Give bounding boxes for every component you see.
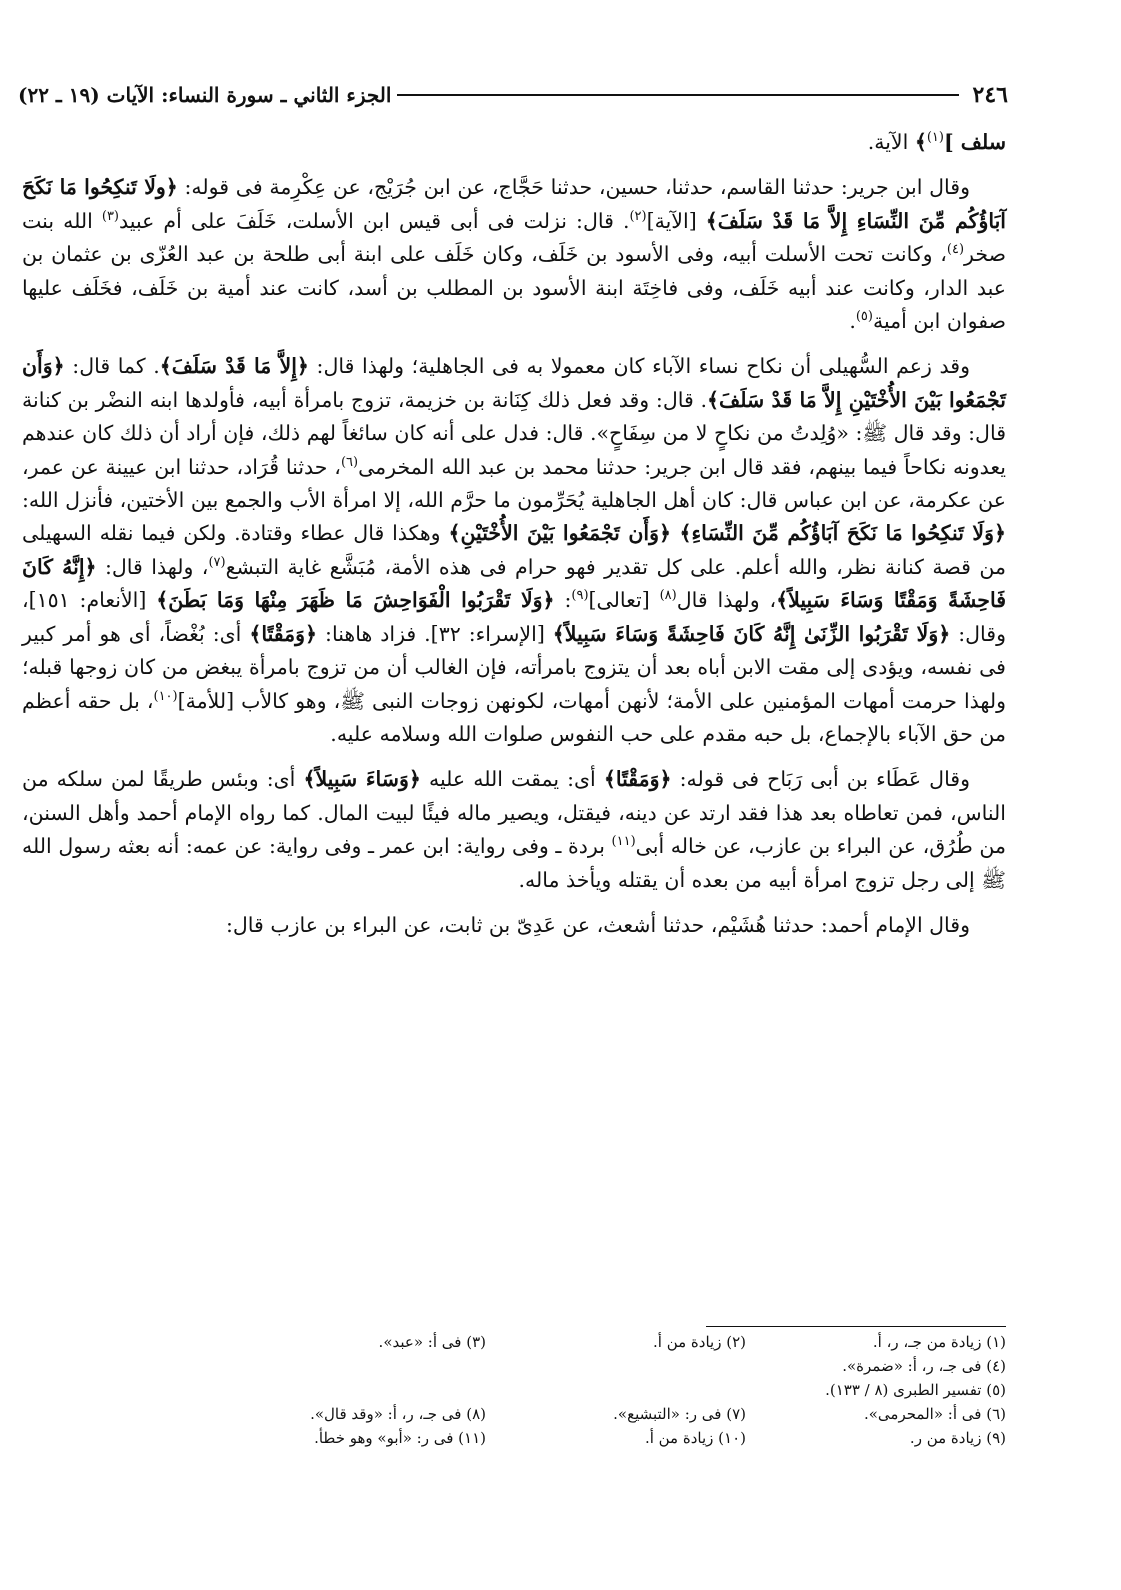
paragraph	[22, 909, 1006, 942]
footnote: (٣) فى أ: «عبد».	[378, 1333, 486, 1351]
text-run: [الأنعام: ١٥١]، وقال:	[22, 588, 1006, 646]
quran-quote: ﴿وَأَن تَجْمَعُوا بَيْنَ الأُخْتَيْنِ إِلاَّ مَا قَدْ سَلَفَ﴾	[22, 354, 1006, 412]
footnote-separator	[706, 1326, 1006, 1327]
text-run: بردة ـ وفى رواية: ابن عمر ـ وفى رواية: عن عمه: أنه بعثه رسول الله ﷺ إلى رجل تزوج امرأة أبيه من بعده أن يقتله ويأخذ ماله.	[22, 834, 1006, 892]
header-rule	[397, 94, 958, 96]
text-run: وقد زعم السُّهيلى أن نكاح نساء الآباء كان معمولا به فى الجاهلية؛ ولهذا قال:	[308, 354, 970, 379]
footnote: (١) زيادة من جـ، ر، أ.	[872, 1333, 1006, 1351]
footnote: (٧) فى ر: «التبشيع».	[613, 1405, 746, 1423]
footnote: (١١) فى ر: «أبو» وهو خطأ.	[314, 1429, 486, 1447]
quran-quote: ﴿وَلَا تَقْرَبُوا الزِّنَىٰ إِنَّهُ كَانَ فَاحِشَةً وَسَاءَ سَبِيلاً﴾	[552, 621, 951, 646]
text-run: ، ولهذا قال:	[96, 554, 209, 579]
text-run: أى: وبئس طريقًا لمن سلكه من الناس، فمن تعاطاه بعد هذا فقد ارتد عن دينه، فيقتل، ويصير ماله فيئًا لبيت المال. كما رواه الإمام أحمد وأهل السنن، من طُرُق، عن البراء بن عازب، عن خاله أبى	[22, 767, 1006, 859]
text-run: .	[849, 309, 856, 334]
footnote: (٦) فى أ: «المحرمى».	[863, 1405, 1006, 1423]
text-run: ، ولهذا قال	[676, 588, 777, 613]
footnote: (١٠) زيادة من أ.	[644, 1429, 746, 1447]
text-run: ، حدثنا قُرَاد، حدثنا ابن عيينة عن عمر، عن عكرمة، عن ابن عباس قال: كان أهل الجاهلية يُحَرِّمون ما حرَّم الله، إلا امرأة الأب والجمع بين الأختين، فأنزل الله:	[22, 454, 1006, 513]
text-run: ، بل حقه أعظم من حق الآباء بالإجماع، بل حبه مقدم على حب النفوس صلوات الله وسلامه عليه.	[22, 688, 1006, 746]
footnote: (٤) فى جـ، ر، أ: «ضمرة».	[842, 1357, 1006, 1375]
quran-quote: ﴿وَسَاءَ سَبِيلاً﴾	[303, 767, 421, 792]
quran-quote: ﴿إِنَّهُ كَانَ فَاحِشَةً وَمَقْتًا وَسَاءَ سَبِيلاً﴾	[22, 554, 1007, 613]
footnote-ref: (١١)	[611, 834, 636, 850]
quran-quote: ﴿ولَا تَنكِحُوا مَا نَكَحَ آبَاؤُكُم مِّنَ النِّسَاءِ إِلاَّ مَا قَدْ سَلَفَ﴾	[22, 175, 1006, 233]
footnote-ref: (٤)	[946, 242, 965, 258]
footnote-ref: (١٠)	[153, 688, 178, 704]
quran-quote: ﴿وَمَقْتًا﴾	[603, 767, 672, 792]
text-run: وهكذا قال عطاء وقتادة. ولكن فيما نقله السهيلى من قصة كنانة نظر، والله أعلم. على كل تقدير فهو حرام فى هذه الأمة، مُبَشَّع غاية التبشع	[22, 521, 1006, 579]
text-run: [تعالى]	[588, 588, 660, 613]
footnote: (٩) زيادة من ر.	[909, 1429, 1006, 1447]
footnote: (٨) فى جـ، ر، أ: «وقد قال».	[310, 1405, 486, 1423]
quran-quote: ﴾	[914, 130, 927, 154]
quran-quote: ﴿وَلَا تَنكِحُوا مَا نَكَحَ آبَاؤُكُم مِّنَ النِّسَاءِ﴾ ﴿وَأَن تَجْمَعُوا بَيْنَ الأُخْتَيْنِ﴾	[448, 521, 1006, 546]
running-header	[18, 76, 1008, 114]
footnote: (٥) تفسير الطبرى (٨ / ١٣٣).	[825, 1381, 1006, 1399]
footnotes	[150, 1330, 1006, 1450]
page-number: ٢٤٦	[972, 82, 1008, 108]
footnote-row	[150, 1378, 1006, 1402]
footnote-ref: (٥)	[855, 309, 873, 325]
footnote-ref: (٢)	[629, 208, 647, 224]
paragraph	[22, 126, 1006, 159]
footnote-row	[150, 1426, 1006, 1450]
text-run: أى: يمقت الله عليه	[420, 767, 604, 792]
text-run: [الآية]	[646, 208, 706, 233]
footnote: (٢) زيادة من أ.	[653, 1333, 746, 1351]
text-run: الله بنت صخر	[22, 208, 1006, 267]
text-run: الآية.	[867, 130, 915, 154]
text-run: :	[554, 588, 572, 613]
footnote-ref: (٨)	[659, 588, 677, 604]
footnote-ref: (١)	[926, 130, 944, 146]
header-title: الجزء الثاني ـ سورة النساء: الآيات (١٩ ـ ٢٢)	[18, 83, 392, 107]
paragraph	[22, 171, 1006, 338]
footnote-row	[150, 1330, 1006, 1354]
main-text	[22, 126, 1006, 954]
footnote-ref: (٦)	[340, 454, 359, 470]
footnote-ref: (٩)	[571, 588, 589, 604]
text-run: [الإسراء: ٣٢]. فزاد هاهنا:	[317, 621, 553, 646]
text-run: وقال عَطَاء بن أبى رَبَاح فى قوله:	[671, 767, 971, 792]
paragraph	[22, 763, 1006, 897]
text-run: وقال ابن جرير: حدثنا القاسم، حدثنا، حسين، حدثنا حَجَّاج، عن ابن جُرَيْج، عن عِكْرِمة فى قوله:	[177, 175, 970, 200]
text-run: ، وكانت تحت الأسلت أبيه، وفى الأسود بن خَلَف، وكان خَلَف على ابنة أبى طلحة بن عبد العُزّى بن عثمان بن عبد الدار، وكانت عند أبيه خَلَف، وفى فاخِتَة ابنة الأسود بن المطلب بن أسد، كانت عند أمية بن خَلَف، فخَلَف عليها صفوان ابن أمية	[22, 242, 1006, 334]
quran-quote: ﴿وَلَا تَقْرَبُوا الْفَوَاحِشَ مَا ظَهَرَ مِنْهَا وَمَا بَطَنَ﴾	[156, 588, 555, 613]
footnote-row	[150, 1354, 1006, 1378]
text-run: وقال الإمام أحمد: حدثنا هُشَيْم، حدثنا أشعث، عن عَدِىّ بن ثابت، عن البراء بن عازب قال:	[225, 912, 970, 937]
quran-quote: ﴿إِلاَّ مَا قَدْ سَلَفَ﴾	[159, 354, 309, 379]
footnote-ref: (٧)	[208, 555, 226, 571]
footnote-ref: (٣)	[101, 208, 119, 224]
text-run: أى: بُغْضاً، أى هو أمر كبير فى نفسه، ويؤدى إلى مقت الابن أباه بعد أن يتزوج بامرأته، فإن الغالب أن من تزوج بامرأة يبغض من كان زوجها قبله؛ ولهذا حرمت أمهات المؤمنين على الأمة؛ لأنهن أمهات، لكونهن زوجات النبى ﷺ، وهو كالأب [للأمة]	[22, 621, 1006, 713]
text-run: . قال: نزلت فى أبى قيس ابن الأسلت، خَلَفَ على أم عبيد	[119, 208, 630, 233]
paragraph	[22, 350, 1006, 751]
text-run: . كما قال:	[64, 354, 160, 379]
quran-quote: ﴿وَمَقْتًا﴾	[249, 621, 318, 646]
footnote-row	[150, 1402, 1006, 1426]
text-run: . قال: وقد فعل ذلك كِنَانة بن خزيمة، تزوج بامرأة أبيه، فأولدها ابنه النضْر بن كنانة قال: وقد قال ﷺ: «وُلِدتُ من نكاحٍ لا من سِفَاحٍ». قال: فدل على أنه كان سائغاً لهم ذلك، فإن أراد أن ذلك كان عندهم يعدونه نكاحاً فيما بينهم، فقد قال ابن جرير: حدثنا محمد بن عبد الله المخرمى	[22, 387, 1006, 479]
quran-quote: سلف ]	[943, 130, 1006, 154]
